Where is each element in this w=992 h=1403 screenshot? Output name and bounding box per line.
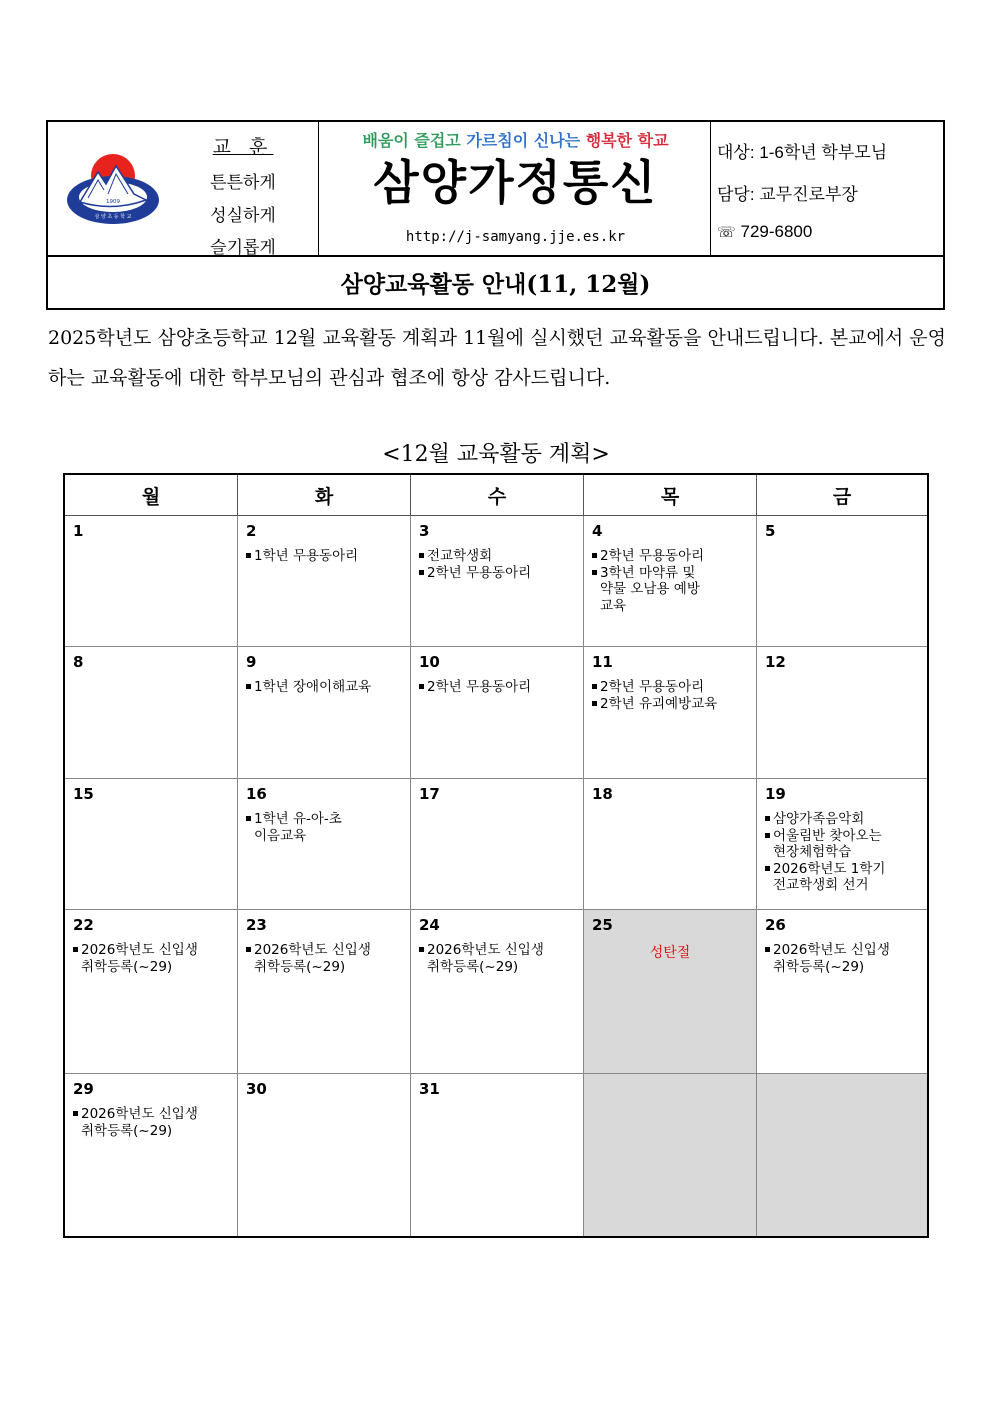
day-number: 9	[246, 653, 257, 671]
day-number: 18	[592, 785, 613, 803]
day-number: 17	[419, 785, 440, 803]
day-number	[592, 1080, 756, 1098]
event-item: 2026학년도 신입생 취학등록(~29)	[765, 942, 927, 975]
calendar-day-cell	[411, 516, 584, 647]
logo-year: 1909	[106, 199, 120, 205]
target-audience: 대상: 1-6학년 학부모님	[717, 143, 888, 162]
slogan-part: 행복한 학교	[585, 131, 669, 150]
event-list	[73, 942, 237, 975]
calendar-day-cell	[65, 647, 238, 779]
event-item: 2학년 유괴예방교육	[592, 696, 756, 713]
day-number: 16	[246, 785, 267, 803]
calendar-day-cell	[411, 647, 584, 779]
calendar-day-cell	[65, 1074, 238, 1236]
event-list	[246, 679, 410, 696]
calendar-day-cell	[238, 910, 411, 1074]
event-item: 2026학년도 신입생 취학등록(~29)	[246, 942, 410, 975]
page-subtitle: 삼양교육활동 안내(11, 12월)	[340, 271, 651, 298]
weekday-header: 금	[757, 475, 927, 516]
day-number: 19	[765, 785, 786, 803]
event-item: 삼양가족음악회	[765, 811, 927, 828]
calendar-day-cell	[238, 779, 411, 910]
calendar-title: <12월 교육활동 계획>	[382, 442, 610, 467]
subtitle-row	[48, 255, 943, 308]
day-number: 23	[246, 916, 267, 934]
newsletter-title: 삼양가정통신	[373, 156, 658, 211]
calendar-day-cell	[411, 1074, 584, 1236]
phone-number: 729-6800	[740, 222, 813, 241]
calendar-day-cell	[584, 647, 757, 779]
event-item: 전교학생회	[419, 548, 583, 565]
event-item: 2026학년도 신입생 취학등록(~29)	[419, 942, 583, 975]
weekday-header: 화	[238, 475, 411, 516]
day-number: 10	[419, 653, 440, 671]
weekday-header: 수	[411, 475, 584, 516]
logo-ring-text: 삼 양 초 등 학 교	[94, 214, 132, 220]
event-list	[419, 548, 583, 581]
weekday-header: 목	[584, 475, 757, 516]
info-cell	[711, 122, 943, 255]
school-motto	[168, 122, 318, 258]
event-item: 2학년 무용동아리	[419, 565, 583, 582]
event-list	[246, 942, 410, 975]
motto-line: 성실하게	[210, 206, 276, 226]
school-website-link[interactable]: http://j-samyang.jje.es.kr	[405, 229, 626, 245]
holiday-label: 성탄절	[649, 945, 691, 961]
day-number: 5	[765, 522, 776, 540]
day-number: 25	[592, 916, 613, 934]
event-list	[73, 1106, 237, 1139]
event-item: 1학년 장애이해교육	[246, 679, 410, 696]
day-number: 3	[419, 522, 430, 540]
title-cell	[318, 122, 711, 255]
day-number: 2	[246, 522, 257, 540]
motto-line: 튼튼하게	[210, 173, 276, 193]
day-number: 1	[73, 522, 84, 540]
motto-title: 교 훈	[212, 136, 274, 158]
calendar-day-cell	[757, 516, 927, 647]
day-number: 30	[246, 1080, 267, 1098]
day-number: 15	[73, 785, 94, 803]
calendar-day-cell	[411, 910, 584, 1074]
weekday-header: 월	[65, 475, 238, 516]
calendar-day-cell	[238, 516, 411, 647]
december-calendar	[63, 473, 929, 1238]
event-item: 1학년 무용동아리	[246, 548, 410, 565]
event-list	[592, 679, 756, 712]
event-list	[246, 548, 410, 565]
day-number: 31	[419, 1080, 440, 1098]
event-item: 1학년 유-아-초 이음교육	[246, 811, 410, 844]
calendar-day-cell	[238, 1074, 411, 1236]
motto-line: 슬기롭게	[210, 238, 276, 258]
day-number: 29	[73, 1080, 94, 1098]
event-list	[765, 942, 927, 975]
event-item: 3학년 마약류 및 약물 오남용 예방 교육	[592, 565, 756, 615]
calendar-day-cell	[757, 647, 927, 779]
day-number: 12	[765, 653, 786, 671]
calendar-day-cell	[584, 779, 757, 910]
calendar-day-cell	[584, 1074, 757, 1236]
school-logo-icon	[64, 150, 162, 226]
intro-paragraph: 2025학년도 삼양초등학교 12월 교육활동 계획과 11월에 실시했던 교육활동을 안내드립니다. 본교에서 운영하는 교육활동에 대한 학부모님의 관심과 협조에 항상 감사드립니다.	[48, 327, 946, 389]
day-number: 22	[73, 916, 94, 934]
event-item: 어울림반 찾아오는 현장체험학습	[765, 828, 927, 861]
contact-department: 담당: 교무진로부장	[717, 185, 858, 204]
event-list	[765, 811, 927, 894]
slogan-part: 배움이 즐겁고	[362, 131, 467, 150]
phone-line	[717, 222, 812, 242]
calendar-day-cell	[584, 516, 757, 647]
event-item: 2학년 무용동아리	[419, 679, 583, 696]
day-number: 26	[765, 916, 786, 934]
day-number: 8	[73, 653, 84, 671]
calendar-day-cell	[757, 779, 927, 910]
calendar-day-cell	[757, 1074, 927, 1236]
day-number: 24	[419, 916, 440, 934]
event-item: 2026학년도 신입생 취학등록(~29)	[73, 1106, 237, 1139]
calendar-day-cell	[584, 910, 757, 1074]
calendar-day-cell	[65, 910, 238, 1074]
event-list	[419, 942, 583, 975]
event-item: 2026학년도 1학기 전교학생회 선거	[765, 861, 927, 894]
day-number: 11	[592, 653, 613, 671]
calendar-day-cell	[65, 779, 238, 910]
calendar-day-cell	[411, 779, 584, 910]
event-item: 2학년 무용동아리	[592, 679, 756, 696]
newsletter-header	[46, 120, 945, 310]
event-item: 2학년 무용동아리	[592, 548, 756, 565]
day-number	[765, 1080, 927, 1098]
calendar-day-cell	[757, 910, 927, 1074]
event-item: 2026학년도 신입생 취학등록(~29)	[73, 942, 237, 975]
slogan-part: 가르침이 신나는	[466, 131, 586, 150]
event-list	[246, 811, 410, 844]
day-number: 4	[592, 522, 603, 540]
school-logo-cell	[48, 122, 168, 255]
phone-icon: ☏	[717, 224, 736, 241]
calendar-day-cell	[238, 647, 411, 779]
event-list	[592, 548, 756, 614]
calendar-day-cell	[65, 516, 238, 647]
event-list	[419, 679, 583, 696]
